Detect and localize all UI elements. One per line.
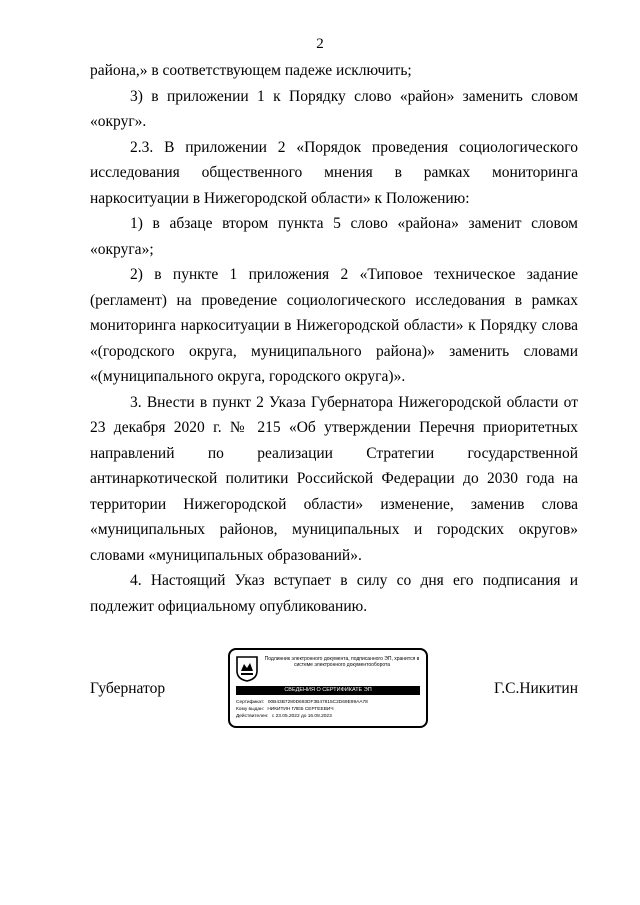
issued-label: Кому выдан: — [236, 707, 264, 712]
valid-row — [236, 714, 422, 720]
paragraph: 2) в пункте 1 приложения 2 «Типовое техническое задание (регламент) на проведение социологического исследования в рамках мониторинга наркоситуации в Нижегородской области» к Порядку слова «(городского округа, муниципального района)» заменить словами «(муниципального округа, городского округа)». — [90, 266, 578, 385]
document-body — [90, 58, 578, 619]
page-number: 2 — [316, 36, 324, 52]
paragraph: района,» в соответствующем падеже исключить; — [90, 62, 412, 79]
paragraph: 2.3. В приложении 2 «Порядок проведения социологического исследования общественного мнения в рамках мониторинга наркоситуации в Нижегородской области» к Положению: — [90, 138, 578, 207]
signer-name: Г.С.Никитин — [494, 680, 578, 697]
paragraph: 3. Внести в пункт 2 Указа Губернатора Нижегородской области от 23 декабря 2020 г. № 215 «Об утверждении Перечня приоритетных направлений по реализации Стратегии государственной антинаркотической политики Российской Федерации до 2030 года на территории Нижегородской области» изменение, заменив слова «муниципальных районов, муниципальных и городских округов» словами «муниципальных образований». — [90, 393, 578, 564]
paragraph: 3) в приложении 1 к Порядку слово «район» заменить словом «округ». — [90, 87, 578, 130]
certificate-row — [236, 700, 422, 706]
signature-block — [90, 648, 578, 738]
issued-row — [236, 707, 422, 713]
stamp-header: СВЕДЕНИЯ О СЕРТИФИКАТЕ ЭП — [236, 686, 420, 695]
certificate-label: Сертификат: — [236, 700, 265, 705]
paragraph: 4. Настоящий Указ вступает в силу со дня его подписания и подлежит официальному опубликованию. — [90, 572, 578, 615]
signer-title: Губернатор — [90, 680, 166, 697]
electronic-signature-stamp — [228, 648, 428, 728]
certificate-value: 00B43B7280D693DF3B47815C2D69E99AA78 — [267, 700, 368, 705]
valid-value: с 23.05.2022 до 16.08.2023 — [271, 714, 332, 719]
paragraph: 1) в абзаце втором пункта 5 слово «района» заменит словом «округа»; — [90, 215, 578, 258]
valid-label: Действителен: — [236, 714, 269, 719]
issued-value: НИКИТИН ГЛЕБ СЕРГЕЕВИЧ — [267, 707, 334, 712]
coat-of-arms-icon — [236, 656, 258, 682]
stamp-note: Подлинник электронного документа, подписанного ЭП, хранится в системе электронного документооборота — [264, 656, 420, 668]
